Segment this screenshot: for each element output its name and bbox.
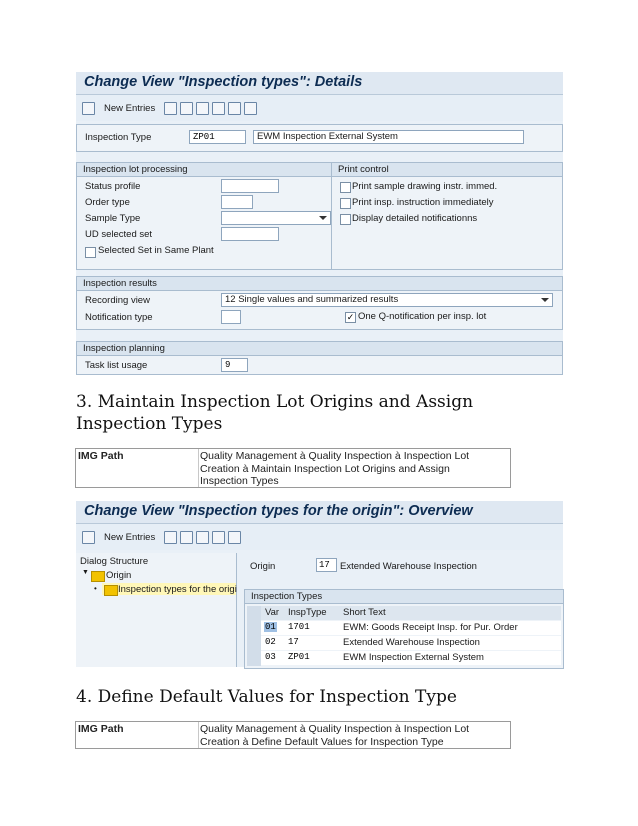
cell-short-text[interactable]: EWM: Goods Receipt Insp. for Pur. Order (343, 622, 518, 633)
row-selector-column (247, 606, 261, 666)
cell-short-text[interactable]: Extended Warehouse Inspection (343, 637, 480, 648)
status-profile-input[interactable] (221, 179, 279, 193)
cell-var[interactable]: 01 (265, 622, 276, 632)
dialog-structure-pane (76, 553, 237, 667)
delete-icon[interactable] (180, 531, 193, 544)
cell-insptype[interactable]: ZP01 (288, 652, 310, 662)
ud-selected-set-label: UD selected set (85, 229, 153, 240)
inspection-type-input[interactable]: ZP01 (189, 130, 246, 144)
lot-processing-header: Inspection lot processing (77, 163, 332, 177)
screen1-toolbar (76, 95, 563, 121)
delete-icon[interactable] (180, 102, 193, 115)
dialog-structure-label: Dialog Structure (80, 556, 149, 567)
inspection-type-label: Inspection Type (85, 132, 152, 143)
img-path-cell-divider (198, 722, 199, 748)
select-all-icon[interactable] (212, 531, 225, 544)
table-header-row (261, 606, 561, 620)
print-control-header: Print control (332, 163, 562, 177)
print-insp-instruction-label: Print insp. instruction immediately (352, 197, 494, 208)
sample-type-label: Sample Type (85, 213, 141, 224)
cell-short-text[interactable]: EWM Inspection External System (343, 652, 484, 663)
print-sample-drawing-label: Print sample drawing instr. immed. (352, 181, 498, 192)
screen2-title-bar (76, 501, 563, 524)
img-path-cell-divider (198, 449, 199, 487)
inspection-type-row (76, 124, 563, 152)
img-path-value: Quality Management à Quality Inspection à Inspection Lot Creation à Define Default Values for Inspection Type (200, 723, 470, 748)
order-type-input[interactable] (221, 195, 253, 209)
screen1-title-bar (76, 72, 563, 95)
cell-var[interactable]: 03 (265, 652, 276, 662)
inspection-types-table-title: Inspection Types (245, 590, 563, 604)
copy-icon[interactable] (164, 102, 177, 115)
glasses-icon[interactable] (82, 102, 95, 115)
prev-entry-icon[interactable] (212, 102, 225, 115)
chevron-down-icon (541, 298, 549, 302)
table-row[interactable] (261, 621, 561, 635)
recording-view-label: Recording view (85, 295, 150, 306)
inspection-lot-processing-group (76, 162, 333, 270)
one-q-notification-label: One Q-notification per insp. lot (358, 311, 487, 322)
undo-icon[interactable] (196, 102, 209, 115)
new-entries-button[interactable]: New Entries (104, 532, 156, 543)
selected-set-same-plant-label: Selected Set in Same Plant (98, 245, 214, 256)
origin-description: Extended Warehouse Inspection (340, 561, 477, 572)
glasses-icon[interactable] (82, 531, 95, 544)
img-path-value: Quality Management à Quality Inspection à Inspection Lot Creation à Maintain Inspection Lot Origins and Assign Inspection Types (200, 450, 470, 487)
cell-insptype[interactable]: 17 (288, 637, 299, 647)
column-header-insptype[interactable]: InspType (288, 607, 327, 618)
table-row[interactable] (261, 636, 561, 650)
screen2-title: Change View "Inspection types for the origin": Overview (84, 503, 473, 519)
display-notifications-label: Display detailed notificationns (352, 213, 478, 224)
origin-input[interactable]: 17 (316, 558, 337, 572)
notification-type-input[interactable] (221, 310, 241, 324)
deselect-icon[interactable] (228, 531, 241, 544)
recording-view-value: 12 Single values and summarized results (225, 294, 399, 305)
print-control-group (331, 162, 563, 270)
table-row[interactable] (261, 651, 561, 665)
print-sample-drawing-checkbox[interactable] (340, 182, 351, 193)
tree-item-origin[interactable]: Origin (106, 570, 132, 581)
screen1-title: Change View "Inspection types": Details (84, 74, 363, 90)
inspection-planning-header: Inspection planning (77, 342, 562, 356)
cell-insptype[interactable]: 1701 (288, 622, 310, 632)
recording-view-dropdown[interactable] (221, 293, 553, 307)
inspection-types-table (244, 589, 564, 669)
print-insp-instruction-checkbox[interactable] (340, 198, 351, 209)
inspection-results-group (76, 276, 563, 330)
img-path-table-4 (75, 721, 511, 749)
chevron-down-icon (319, 216, 327, 220)
order-type-label: Order type (85, 197, 130, 208)
origin-label: Origin (250, 561, 276, 572)
status-profile-label: Status profile (85, 181, 141, 192)
inspection-type-description[interactable]: EWM Inspection External System (253, 130, 524, 144)
display-notifications-checkbox[interactable] (340, 214, 351, 225)
notification-type-label: Notification type (85, 312, 153, 323)
screen2-toolbar (76, 524, 563, 550)
new-entries-button[interactable]: New Entries (104, 103, 156, 114)
inspection-results-header: Inspection results (77, 277, 562, 291)
tree-bullet-icon: • (94, 584, 97, 593)
one-q-notification-checkbox[interactable]: ✓ (346, 312, 355, 322)
select-all-icon[interactable] (244, 102, 257, 115)
column-header-var[interactable]: Var (265, 607, 280, 618)
inspection-planning-group (76, 341, 563, 375)
section-4-heading: 4. Define Default Values for Inspection Type (76, 687, 457, 707)
sample-type-dropdown[interactable] (221, 211, 331, 225)
img-path-label: IMG Path (78, 450, 124, 462)
task-list-usage-label: Task list usage (85, 360, 148, 371)
img-path-table-3 (75, 448, 511, 488)
cell-var[interactable]: 02 (265, 637, 276, 647)
img-path-label: IMG Path (78, 723, 124, 735)
copy-icon[interactable] (164, 531, 177, 544)
tree-expand-icon[interactable]: ▼ (82, 569, 89, 576)
folder-icon (104, 585, 118, 596)
section-3-heading: 3. Maintain Inspection Lot Origins and Assign Inspection Types (76, 392, 474, 434)
ud-selected-set-input[interactable] (221, 227, 279, 241)
task-list-usage-input[interactable]: 9 (221, 358, 248, 372)
undo-icon[interactable] (196, 531, 209, 544)
tree-item-inspection-types[interactable]: Inspection types for the origi (118, 584, 237, 595)
column-header-short-text[interactable]: Short Text (343, 607, 386, 618)
next-entry-icon[interactable] (228, 102, 241, 115)
selected-set-same-plant-checkbox[interactable] (85, 247, 96, 258)
folder-icon (91, 571, 105, 582)
